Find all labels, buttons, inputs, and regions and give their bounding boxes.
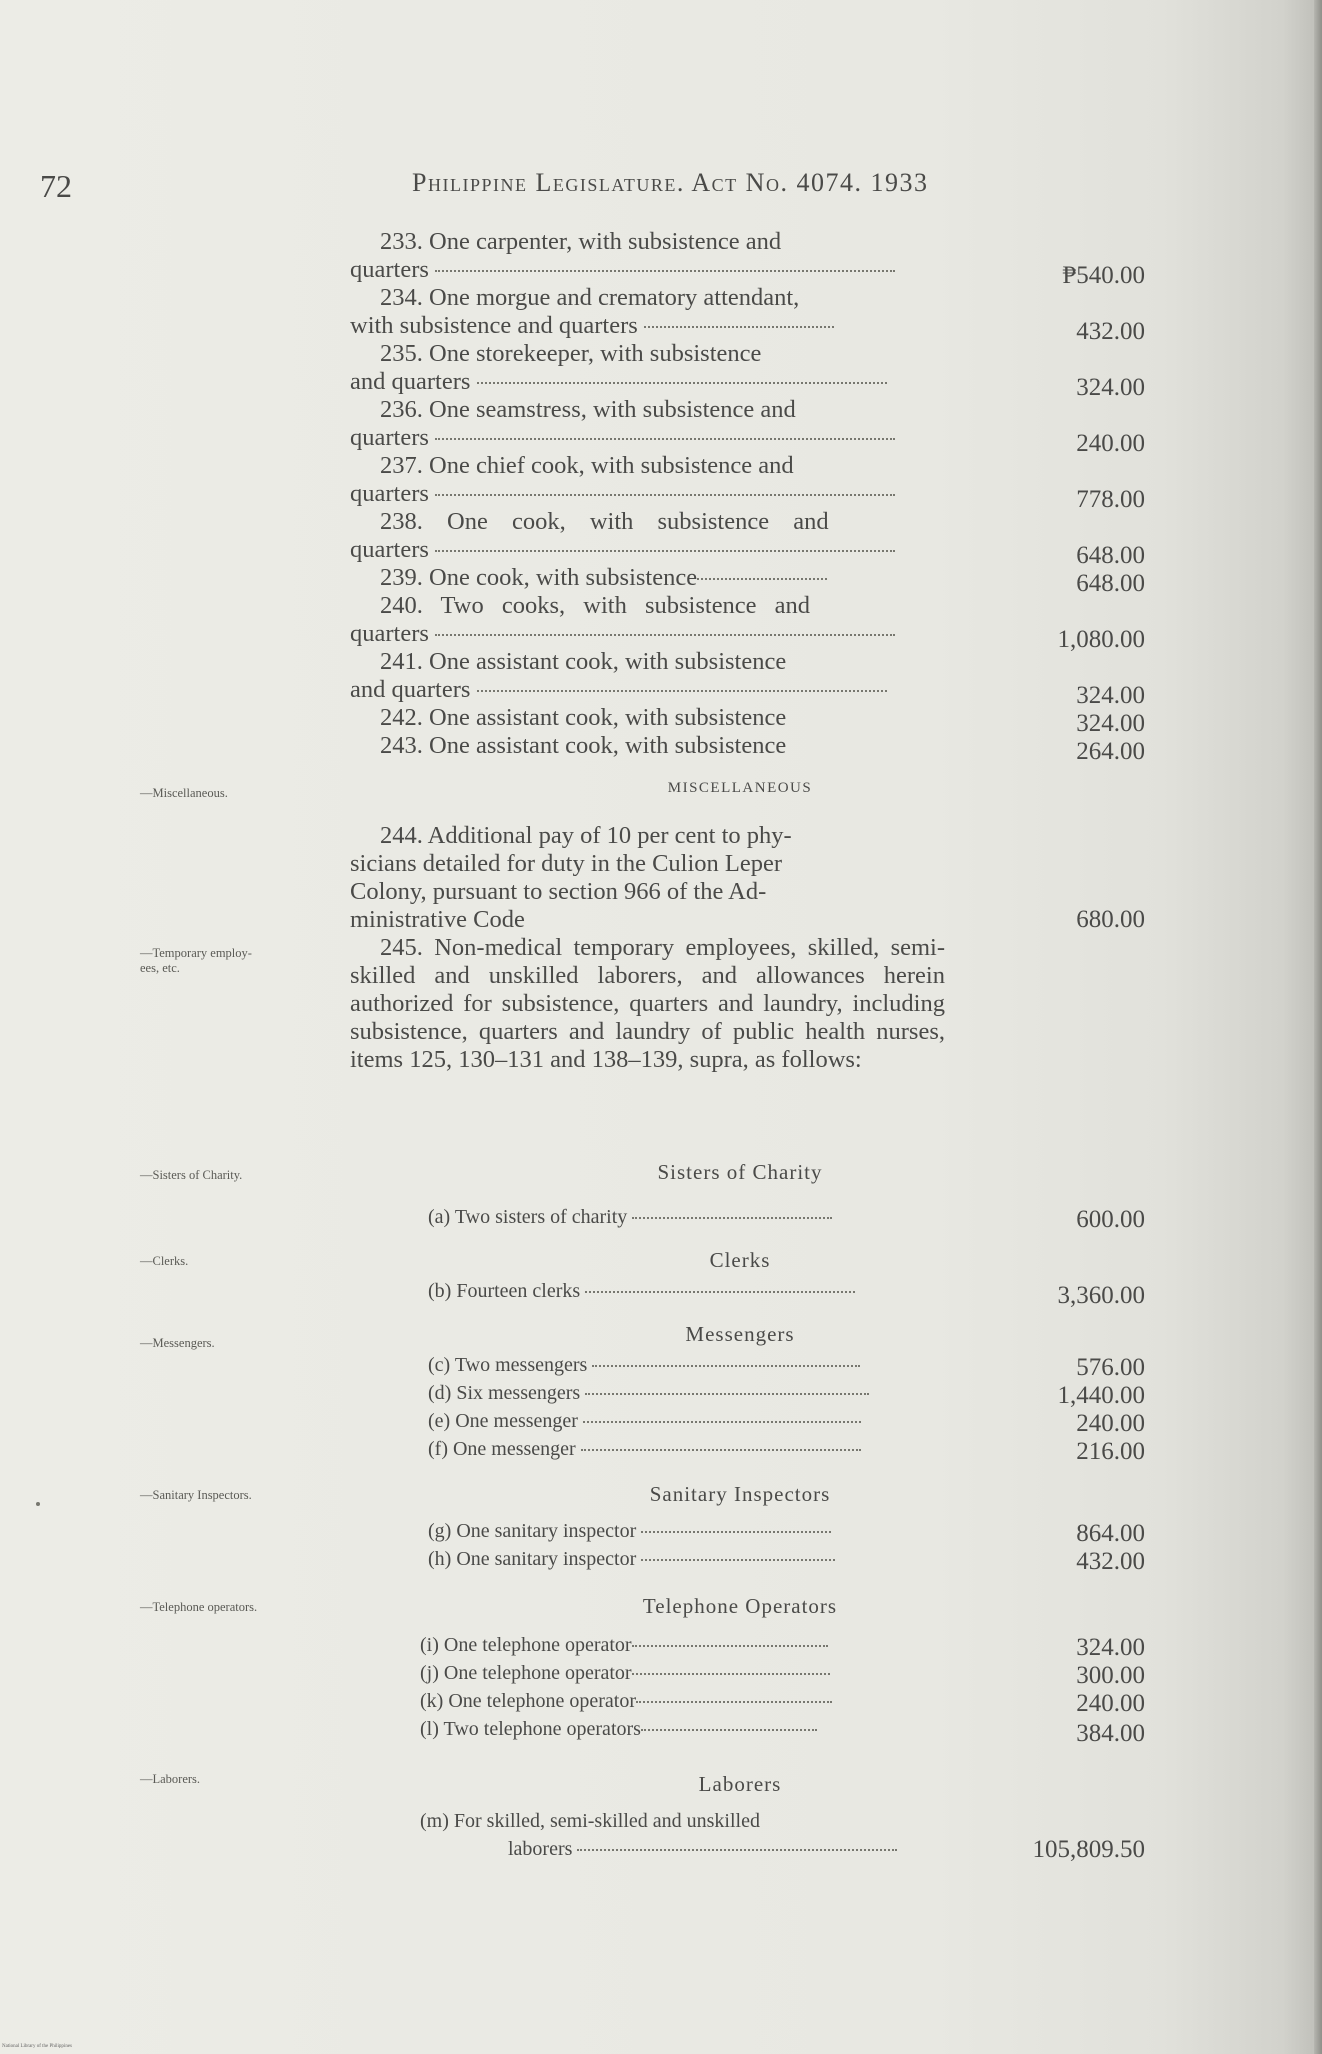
amount-242: 324.00 <box>1076 710 1145 737</box>
items-list <box>350 228 945 760</box>
leader-dots <box>641 1559 835 1561</box>
item-line2: quarters <box>350 620 429 647</box>
leader-dots <box>585 1393 869 1395</box>
item-line1: 243. One assistant cook, with subsistence <box>380 732 787 759</box>
item-237 <box>350 452 945 508</box>
line-item-label: (j) One telephone operator <box>420 1662 632 1684</box>
line-item-m <box>420 1810 760 1833</box>
item-244-line: Colony, pursuant to section 966 of the Ad- <box>350 878 767 905</box>
page-edge-shadow <box>1314 0 1322 2054</box>
line-item-label: laborers <box>508 1838 573 1860</box>
margin-note-laborers: —Laborers. <box>140 1772 201 1786</box>
leader-dots <box>697 578 827 580</box>
item-line2: and quarters <box>350 368 471 395</box>
section-title-sanitary: Sanitary Inspectors <box>649 1482 831 1506</box>
amount-237: 778.00 <box>1076 486 1145 513</box>
section-title-messengers: Messengers <box>685 1322 795 1346</box>
line-item-label: (h) One sanitary inspector <box>428 1548 637 1570</box>
line-item-h <box>428 1548 835 1571</box>
line-item-m-cont <box>508 1838 897 1861</box>
page-header <box>412 168 928 198</box>
line-item-label: (m) For skilled, semi-skilled and unskilled <box>420 1810 760 1832</box>
section-title-laborers: Laborers <box>698 1772 782 1796</box>
line-item-label: (f) One messenger <box>428 1438 576 1460</box>
leader-dots <box>577 1849 897 1851</box>
leader-dots <box>641 1531 831 1533</box>
item-line2: quarters <box>350 256 429 283</box>
amount-233: ₱540.00 <box>1062 262 1145 289</box>
leader-dots <box>585 1291 855 1293</box>
ink-speck <box>36 1502 40 1506</box>
leader-dots <box>592 1365 860 1367</box>
item-235 <box>350 340 945 396</box>
item-244 <box>350 822 945 934</box>
amount-f: 216.00 <box>1076 1438 1145 1465</box>
amount-c: 576.00 <box>1076 1354 1145 1381</box>
item-line2: quarters <box>350 480 429 507</box>
item-line1: 233. One carpenter, with subsistence and <box>380 228 782 255</box>
line-item-k <box>420 1690 832 1713</box>
leader-dots <box>435 438 895 440</box>
amount-g: 864.00 <box>1076 1520 1145 1547</box>
item-239 <box>350 564 945 592</box>
line-item-label: (a) Two sisters of charity <box>428 1206 628 1228</box>
leader-dots <box>632 1217 832 1219</box>
item-line1: 238. One cook, with subsistence and <box>380 508 829 535</box>
leader-dots <box>435 634 895 636</box>
item-line2: quarters <box>350 424 429 451</box>
line-item-label: (i) One telephone operator <box>420 1634 632 1656</box>
header-text: Philippine Legislature. Act No. 4074. 1933 <box>412 168 929 197</box>
item-line1: 234. One morgue and crematory attendant, <box>380 284 800 311</box>
leader-dots <box>435 494 895 496</box>
item-line1: 240. Two cooks, with subsistence and <box>380 592 811 619</box>
item-line2: quarters <box>350 536 429 563</box>
line-item-l <box>420 1718 817 1741</box>
line-item-label: (c) Two messengers <box>428 1354 588 1376</box>
section-title-miscellaneous: MISCELLANEOUS <box>667 780 813 796</box>
item-line2: with subsistence and quarters <box>350 312 638 339</box>
leader-dots <box>632 1645 828 1647</box>
amount-244: 680.00 <box>1076 906 1145 933</box>
item-line2: and quarters <box>350 676 471 703</box>
amount-238: 648.00 <box>1076 542 1145 569</box>
margin-note-clerks: —Clerks. <box>140 1254 189 1268</box>
item-243 <box>350 732 945 760</box>
amount-240: 1,080.00 <box>1057 626 1145 653</box>
line-item-label: (g) One sanitary inspector <box>428 1520 637 1542</box>
footer-credit: National Library of the Philippines <box>2 2044 72 2049</box>
amount-m: 105,809.50 <box>1032 1836 1145 1863</box>
amount-h: 432.00 <box>1076 1548 1145 1575</box>
line-item-j <box>420 1662 830 1685</box>
line-item-i <box>420 1634 828 1657</box>
amount-l: 384.00 <box>1076 1720 1145 1747</box>
line-item-f <box>428 1438 861 1461</box>
leader-dots <box>435 550 895 552</box>
item-line1: 241. One assistant cook, with subsistence <box>380 648 787 675</box>
item-244-line: 244. Additional pay of 10 per cent to phy- <box>380 822 792 849</box>
line-item-e <box>428 1410 861 1433</box>
line-item-a <box>428 1206 832 1229</box>
leader-dots <box>632 1673 830 1675</box>
margin-note-sisters: —Sisters of Charity. <box>140 1168 243 1182</box>
line-item-label: (l) Two telephone operators <box>420 1718 641 1740</box>
leader-dots <box>477 690 887 692</box>
line-item-label: (e) One messenger <box>428 1410 578 1432</box>
margin-note-telephone: —Telephone operators. <box>140 1600 258 1614</box>
line-item-label: (b) Fourteen clerks <box>428 1280 581 1302</box>
item-244-line: sicians detailed for duty in the Culion Leper <box>350 850 783 877</box>
item-238 <box>350 508 945 564</box>
item-234 <box>350 284 945 340</box>
item-line1: 237. One chief cook, with subsistence and <box>380 452 794 479</box>
amount-k: 240.00 <box>1076 1690 1145 1717</box>
margin-note-messengers: —Messengers. <box>140 1336 215 1350</box>
amount-235: 324.00 <box>1076 374 1145 401</box>
item-236 <box>350 396 945 452</box>
amount-241: 324.00 <box>1076 682 1145 709</box>
item-245-text: 245. Non-medical temporary employees, skilled, semi-skilled and unskilled laborers, and allowances herein authorized for subsistence, quarters and laundry, including subsistence, quarters and laundry of public health nurses, items 125, 130–131 and 138–139, supra, as follows: <box>350 934 945 1073</box>
amount-243: 264.00 <box>1076 738 1145 765</box>
leader-dots <box>477 382 887 384</box>
item-241 <box>350 648 945 704</box>
item-line1: 236. One seamstress, with subsistence and <box>380 396 796 423</box>
margin-note-sanitary: —Sanitary Inspectors. <box>140 1488 252 1502</box>
margin-note-miscellaneous: —Miscellaneous. <box>140 786 228 800</box>
item-244-last: ministrative Code <box>350 906 525 933</box>
section-title-clerks: Clerks <box>709 1248 771 1272</box>
leader-dots <box>641 1729 817 1731</box>
line-item-label: (d) Six messengers <box>428 1382 581 1404</box>
amount-j: 300.00 <box>1076 1662 1145 1689</box>
item-233 <box>350 228 945 284</box>
line-item-b <box>428 1280 855 1303</box>
leader-dots <box>581 1449 861 1451</box>
line-item-label: (k) One telephone operator <box>420 1690 637 1712</box>
section-title-sisters: Sisters of Charity <box>657 1160 823 1184</box>
item-line1: 242. One assistant cook, with subsistence <box>380 704 787 731</box>
amount-234: 432.00 <box>1076 318 1145 345</box>
amount-239: 648.00 <box>1076 570 1145 597</box>
amount-i: 324.00 <box>1076 1634 1145 1661</box>
leader-dots <box>636 1701 832 1703</box>
leader-dots <box>583 1421 861 1423</box>
amount-b: 3,360.00 <box>1057 1282 1145 1309</box>
section-title-telephone: Telephone Operators <box>642 1594 838 1618</box>
item-line1: 235. One storekeeper, with subsistence <box>380 340 762 367</box>
amount-a: 600.00 <box>1076 1206 1145 1233</box>
amount-e: 240.00 <box>1076 1410 1145 1437</box>
item-line1: 239. One cook, with subsistence <box>380 564 698 591</box>
line-item-g <box>428 1520 831 1543</box>
amount-236: 240.00 <box>1076 430 1145 457</box>
margin-note-temporary: —Temporary employ- ees, etc. <box>140 946 252 975</box>
line-item-d <box>428 1382 869 1405</box>
page-number: 72 <box>40 168 72 204</box>
line-item-c <box>428 1354 860 1377</box>
amount-d: 1,440.00 <box>1057 1382 1145 1409</box>
item-240 <box>350 592 945 648</box>
leader-dots <box>435 270 895 272</box>
item-245 <box>350 934 945 1074</box>
item-242 <box>350 704 945 732</box>
leader-dots <box>644 326 834 328</box>
